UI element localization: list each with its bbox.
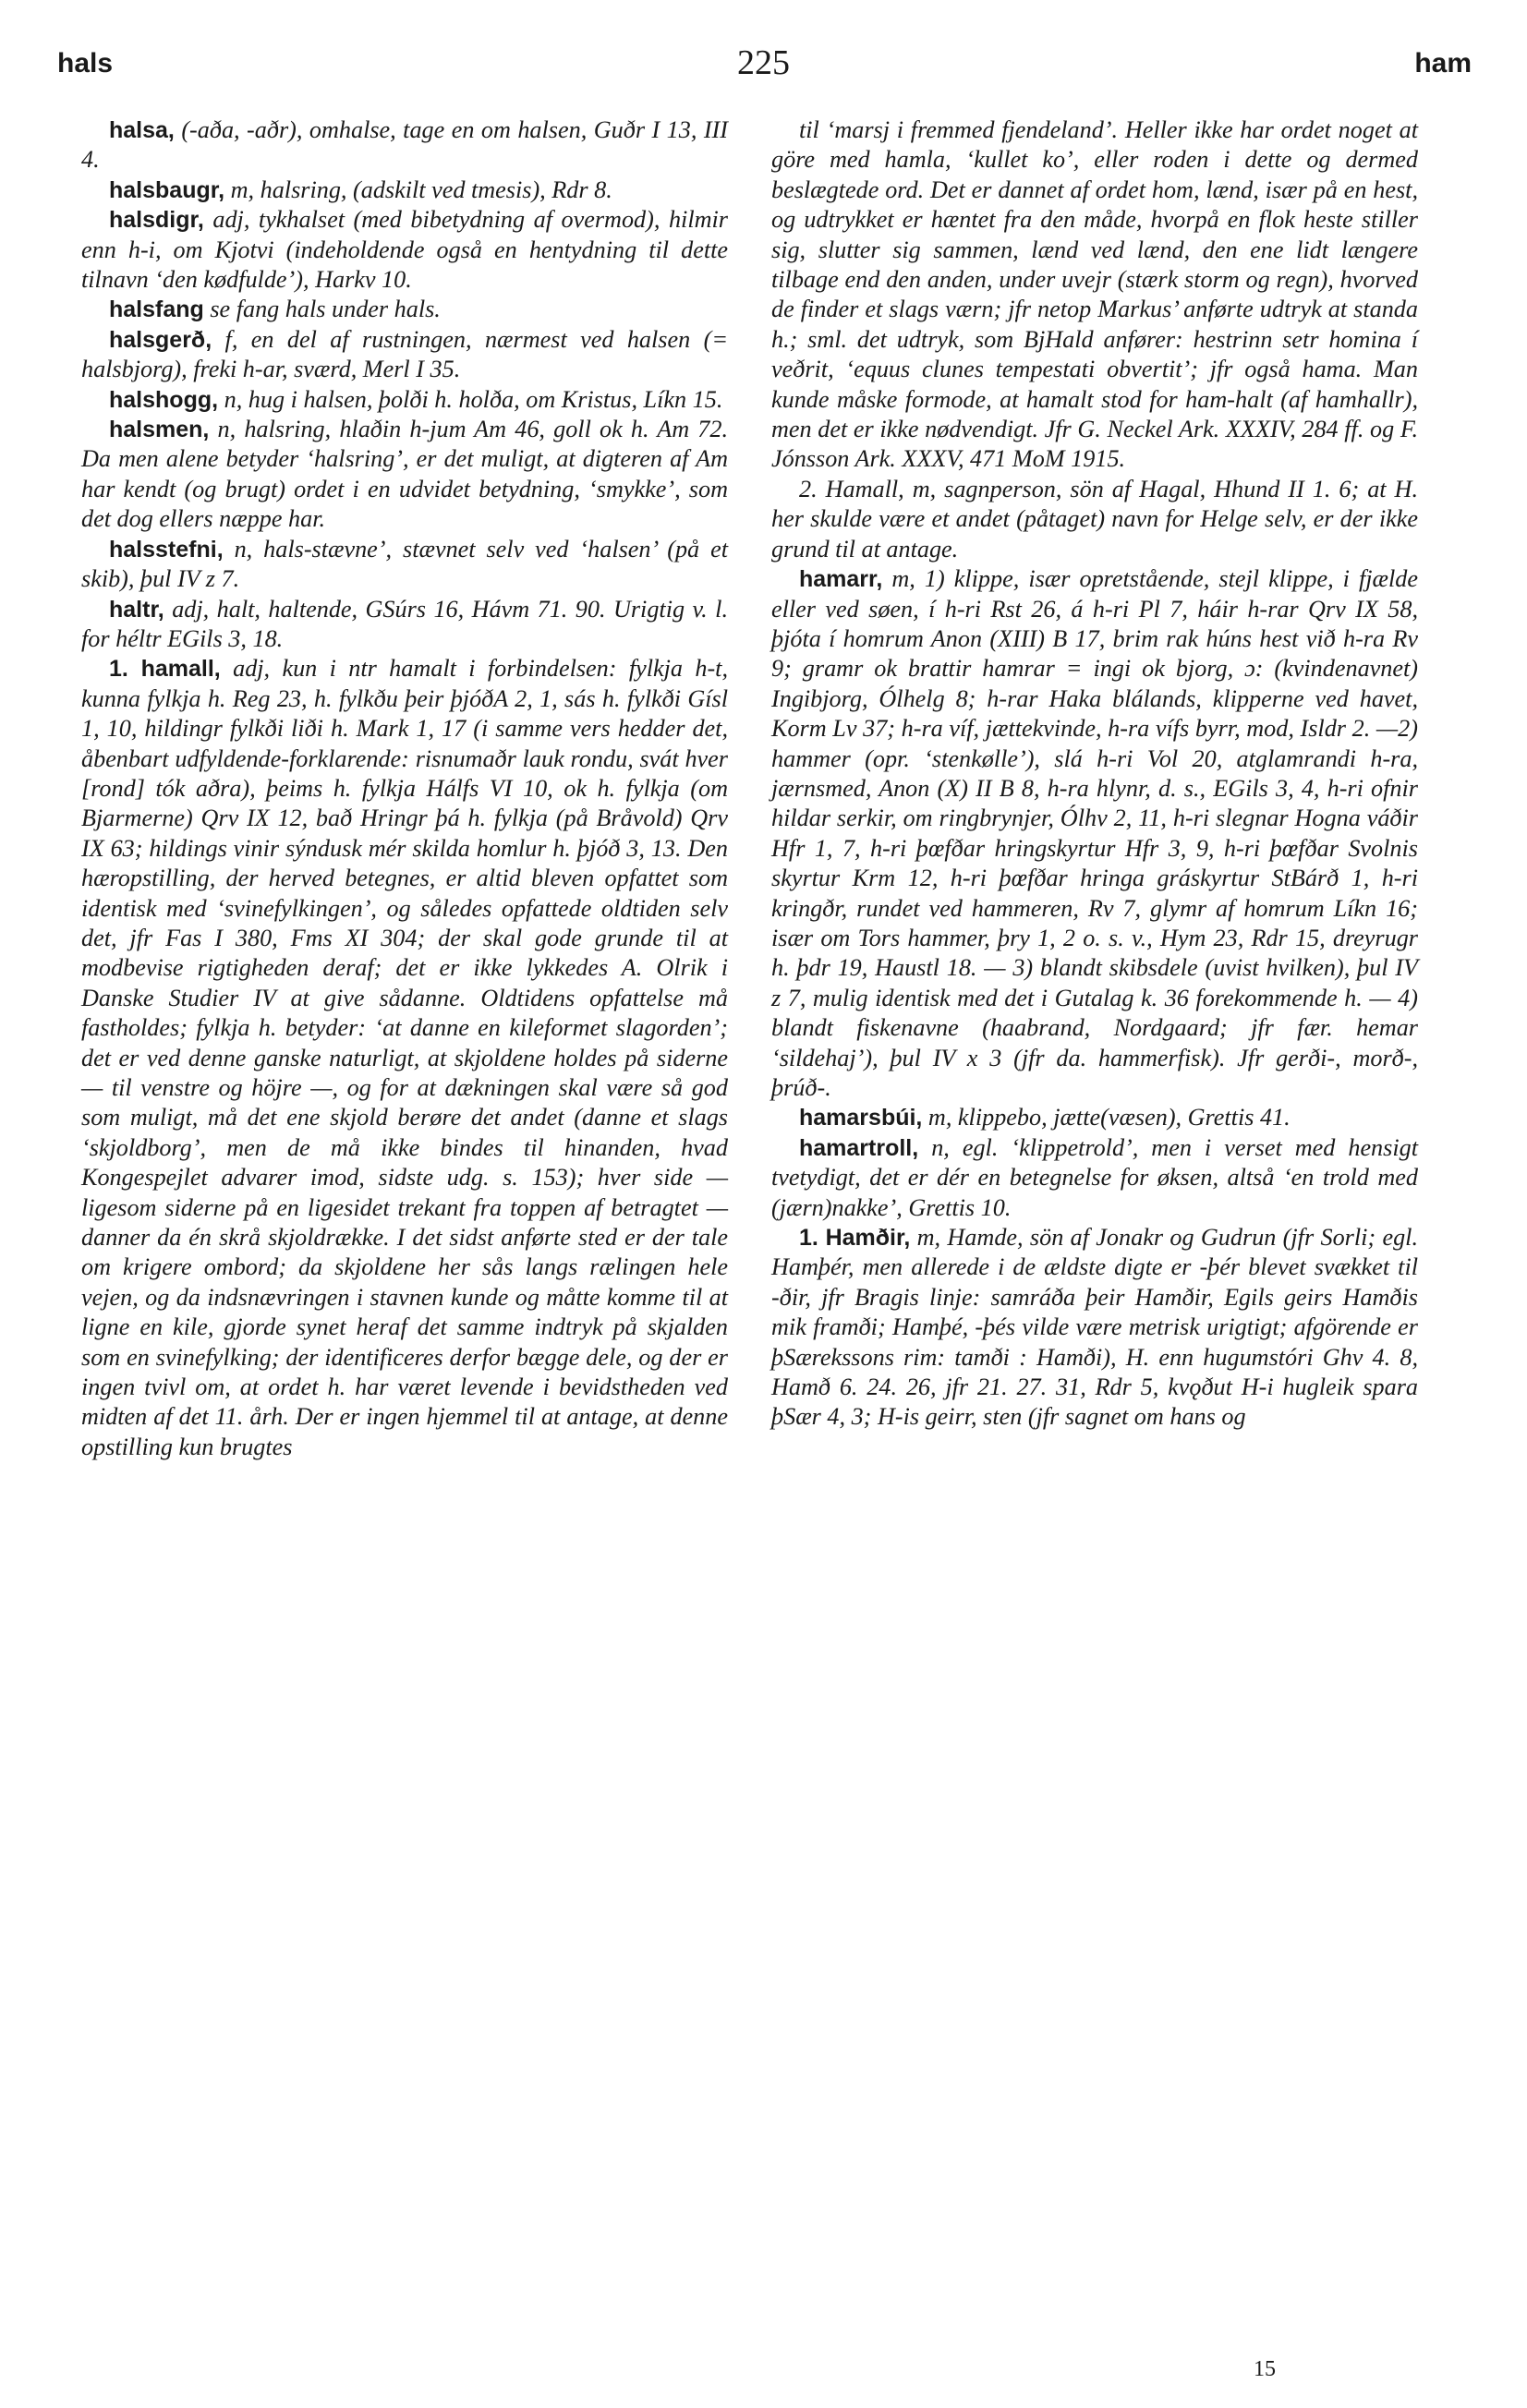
- entry-text: adj, halt, haltende, GSúrs 16, Hávm 71. 90. Urigtig v. l. for héltr EGils 3, 18.: [81, 595, 728, 652]
- headword: halsa,: [109, 117, 175, 143]
- page-number: 225: [737, 43, 790, 82]
- entry-text: m, halsring, (adskilt ved tmesis), Rdr 8.: [224, 175, 612, 203]
- headword: halsmen,: [109, 417, 210, 443]
- entry-text: m, Hamde, sön af Jonakr og Gudrun (jfr Sorli; egl. Hamþér, men allerede i de ældste digte er -þér blevet svækket til -ðir, jfr Bragis linje: samráða þeir Hamðir, Egils geirs Hamðis mik framði; Hamþé, -þés vilde være metrisk urigtigt; afgörende er þSærekssons rim: tamði : Hamði), H. enn hugumstóri Ghv 4. 8, Hamð 6. 24. 26, jfr 21. 27. 31, Rdr 5, kvǫðut H-i hugleik spara þSær 4, 3; H-is geirr, sten (jfr sagnet om hans og: [771, 1224, 1418, 1431]
- dictionary-entry: [81, 295, 728, 324]
- entry-text: m, klippebo, jætte(væsen), Grettis 41.: [922, 1104, 1291, 1131]
- entry-text: n, hug i halsen, þolði h. holða, om Kristus, Líkn 15.: [218, 385, 723, 413]
- dictionary-entry: [81, 595, 728, 655]
- entry-text: se fang hals under hals.: [203, 296, 441, 323]
- running-head-left: hals: [57, 48, 114, 79]
- dictionary-entry: [771, 564, 1418, 1103]
- entry-text: n, hals-stævne’, stævnet selv ved ‘halsen’ (på et skib), þul IV z 7.: [81, 535, 728, 593]
- dictionary-entry: [771, 115, 1418, 475]
- left-column: [81, 115, 728, 1462]
- entry-text: adj, tykhalset (med bibetydning af overmod), hilmir enn h-i, om Kjotvi (indeholdende også en hentydning til dette tilnavn ‘den kødfulde’), Harkv 10.: [81, 206, 728, 294]
- headword: halsstefni,: [109, 536, 224, 563]
- headword: 1. hamall,: [109, 656, 221, 683]
- headword: haltr,: [109, 596, 164, 623]
- entry-text: 2. Hamall, m, sagnperson, sön af Hagal, Hhund II 1. 6; at H. her skulde være et andet (påtaget) navn for Helge selv, er der ikke grund til at antage.: [771, 475, 1418, 563]
- headword: halsgerð,: [109, 326, 212, 353]
- right-column: [771, 115, 1418, 1433]
- headword: halsbaugr,: [109, 176, 225, 203]
- headword: halsdigr,: [109, 207, 204, 234]
- headword: hamartroll,: [799, 1134, 919, 1161]
- dictionary-entry: [81, 385, 728, 415]
- dictionary-entry: [771, 1223, 1418, 1433]
- entry-text: n, halsring, hlaðin h-jum Am 46, goll ok h. Am 72. Da men alene betyder ‘halsring’, er det muligt, at digteren af Am har kendt (og brugt) ordet i en udvidet betydning, ‘smykke’, som det dog ellers næppe har.: [81, 416, 728, 533]
- dictionary-entry: [771, 475, 1418, 564]
- entry-text: til ‘marsj i fremmed fjendeland’. Heller ikke har ordet noget at göre med hamla, ‘kullet ko’, eller roden i dette og dermed beslægtede ord. Det er dannet af ordet hom, lænd, især på en hest, og udtrykket er hæntet fra den måde, hvorpå en flok heste stiller sig, slutter sig sammen, lænd ved lænd, den ene lidt længere tilbage end den anden, under uvejr (stærk storm og regn), hvorved de finder et slags værn; jfr netop Markus’ anførte udtryk at standa h.; sml. det udtryk, som BjHald anfører: hestrinn setr homina í veðrit, ‘equus clunes tempestati obvertit’; jfr også hama. Man kunde måske formode, at hamalt stod for ham-halt (af hamhallr), men det er ikke nødvendigt. Jfr G. Neckel Ark. XXXIV, 284 ff. og F. Jónsson Ark. XXXV, 471 MoM 1915.: [771, 116, 1418, 473]
- entry-text: f, en del af rustningen, nærmest ved halsen (= halsbjorg), freki h-ar, sværd, Merl I 35.: [81, 325, 728, 383]
- dictionary-entry: [81, 205, 728, 295]
- running-head-right: ham: [1414, 48, 1472, 79]
- entry-text: adj, kun i ntr hamalt i forbindelsen: fylkja h-t, kunna fylkja h. Reg 23, h. fylkðu þeir þjóðA 2, 1, sás h. fylkði Gísl 1, 10, hildingr fylkði liði h. Mark 1, 17 (i samme vers hedder det, åbenbart udfyldende-forklarende: risnumaðr lauk rondu, svát hver [rond] tók aðra), þeims h. fylkja Hálfs VI 10, ok h. fylkja (om Bjarmerne) Qrv IX 12, bað Hringr þá h. fylkja (på Bråvold) Qrv IX 63; hildings vinir sýndusk mér skilda homlur h. þjóð 3, 13. Den hæropstilling, der herved betegnes, er altid bleven opfattet som identisk med ‘svinefylkingen’, og således opfattede oldtiden selv det, jfr Fas I 380, Fms XI 304; der skal gode grunde til at modbevise rigtigheden deraf; det er ikke lykkedes A. Olrik i Danske Studier IV at give sådanne. Oldtidens opfattelse må fastholdes; fylkja h. betyder: ‘at danne en kileformet slagorden’; det er ved denne ganske naturligt, at skjoldene holdes på siderne — til venstre og höjre —, og for at dækningen skal være så god som muligt, må det ene skjold berøre det andet (danne et slags ‘skjoldborg’, men de må ikke bindes til hinanden, hvad Kongespejlet advarer imod, sidste udg. s. 153); hver side — ligesom siderne på en ligesidet trekant fra toppen af betragtet — danner da én skrå skjoldrække. I det sidst anførte sted er der tale om krigere ombord; da skjoldene her sås langs rælingen hele vejen, og da indsnævringen i stavnen kunde og måtte komme til at ligne en kile, gjorde synet heraf det samme indtryk på skjalden som en svinefylking; der identificeres derfor bægge dele, og der er ingen tvivl om, at ordet h. har været levende i bevidstheden ved midten af det 11. årh. Der er ingen hjemmel til at antage, at denne opstilling kun brugtes: [81, 655, 728, 1460]
- dictionary-entry: [81, 535, 728, 595]
- dictionary-entry: [81, 175, 728, 205]
- headword: hamarr,: [799, 566, 883, 593]
- dictionary-entry: [771, 1133, 1418, 1223]
- signature-mark: 15: [1254, 2357, 1276, 2381]
- headword: hamarsbúi,: [799, 1105, 923, 1131]
- headword: 1. Hamðir,: [799, 1225, 911, 1252]
- entry-text: (-aða, -aðr), omhalse, tage en om halsen, Guðr I 13, III 4.: [81, 116, 728, 174]
- dictionary-entry: [81, 325, 728, 385]
- dictionary-entry: [81, 415, 728, 535]
- dictionary-entry: [771, 1103, 1418, 1132]
- dictionary-entry: [81, 654, 728, 1462]
- entry-text: m, 1) klippe, især opretstående, stejl klippe, i fjælde eller ved søen, í h-ri Rst 26, á h-ri Pl 7, háir h-rar Qrv IX 58, þjóta í homrum Anon (XIII) B 17, brim rak húns hest við h-ra Rv 9; gramr ok brattir hamrar = ingi ok bjorg, ɔ: (kvindenavnet) Ingibjorg, Ólhelg 8; h-rar Haka blálands, klipperne ved havet, Korm Lv 37; h-ra víf, jættekvinde, h-ra vífs byrr, mod, Isldr 2. —2) hammer (opr. ‘stenkølle’), slá h-ri Vol 20, atglamrandi h-ra, jærnsmed, Anon (X) II B 8, h-ra hlynr, d. s., EGils 3, 4, h-ri ofnir hildar serkir, om ringbrynjer, Ólhv 2, 11, h-ri slegnar Hogna váðir Hfr 1, 7, h-ri þœfðar hringskyrtur Hfr 3, 9, h-ri þœfðar Svolnis skyrtur Krm 12, h-ri þœfðar hringa gráskyrtur StBárð 1, h-ri kringðr, rundet ved hammeren, Rv 7, glymr af homrum Líkn 16; især om Tors hammer, þry 1, 2 o. s. v., Hym 23, Rdr 15, dreyrugr h. þdr 19, Haustl 18. — 3) blandt skibsdele (uvist hvilken), þul IV z 7, mulig identisk med det i Gutalag k. 36 forekommende h. — 4) blandt fiskenavne (haabrand, Nordgaard; jfr fær. hemar ‘sildehaj’), þul IV x 3 (jfr da. hammerfisk). Jfr gerði-, morð-, þrúð-.: [771, 565, 1418, 1101]
- headword: halshogg,: [109, 386, 219, 413]
- entry-text: n, egl. ‘klippetrold’, men i verset med hensigt tvetydigt, det er dér en betegnelse for øksen, altså ‘en trold med (jærn)nakke’, Grettis 10.: [771, 1133, 1418, 1221]
- dictionary-entry: [81, 115, 728, 175]
- headword: halsfang: [109, 296, 204, 323]
